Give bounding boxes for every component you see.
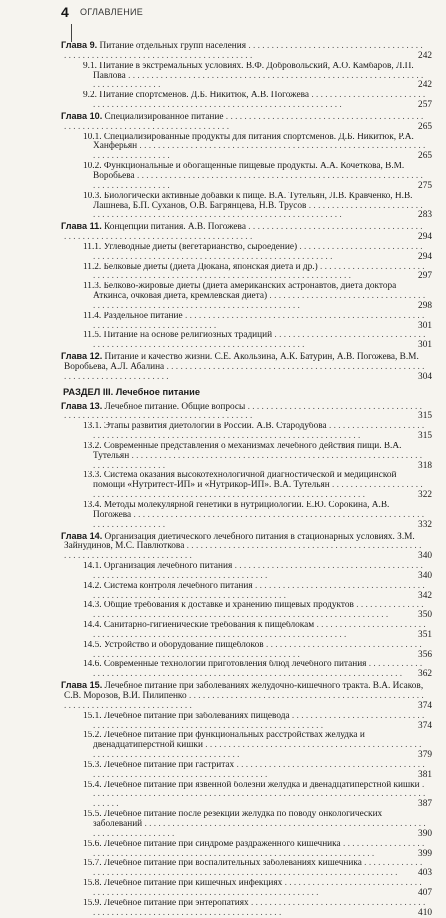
toc-entry-title: 14.2. Система контроля лечебного питания . . . [83,582,425,601]
toc-page-number: 322 [418,490,432,501]
toc-page-number: 294 [418,232,432,243]
toc-entry-title: 9.1. Питание в экстремальных условиях. В.Ф. Добровольский, А.О. Камбаров, Л.П. Павлова . . . [83,62,423,91]
chapter-label: Глава 15. [61,681,103,691]
toc-page-number: 379 [418,750,432,761]
toc-entry-title: 15.1. Лечебное питание при заболеваниях пищевода . . . [83,712,424,731]
toc-subsection [0,442,446,472]
toc-subsection [0,712,446,732]
toc-subsection [0,810,446,840]
toc-page-number: 257 [418,100,432,111]
toc-page-number: 410 [418,907,432,918]
toc-chapter [0,402,446,423]
toc-entry-title: 13.2. Современные представления о механизмах лечебного действия пищи. В.А. Тутельян . . . [83,442,422,471]
chapter-title: Питание и качество жизни. С.Е. Акользина, А.К. Батурин, А.В. Погожева, В.М. Воробьева, А.Л. Абалина [64,352,419,372]
toc-subsection [0,243,446,263]
chapter-label: Глава 10. [61,111,103,121]
toc-subsection [0,501,446,531]
toc-subsection [0,621,446,641]
chapter-title: Лечебное питание при заболеваниях желудочно-кишечного тракта. В.А. Исаков, С.В. Морозов, В.И. Пилипенко [64,681,424,701]
chapter-title: Питание отдельных групп населения [97,41,247,51]
toc-entry-title [61,222,423,242]
toc-page-number: 356 [418,649,432,660]
toc-entry-title: 15.3. Лечебное питание при гастритах . . . [83,761,425,780]
toc-entry-title: 15.8. Лечебное питание при кишечных инфекциях . . . [83,879,422,898]
toc-page-number: 318 [418,460,432,471]
toc-page-number: 374 [418,700,432,711]
toc-chapter [0,222,446,243]
toc-subsection [0,660,446,680]
chapter-title: Концепции питания. А.В. Погожева [101,222,246,233]
toc-entry-title: 13.1. Этапы развития диетологии в России. А.В. Стародубова . . . [83,422,424,441]
toc-subsection [0,761,446,781]
toc-chapter [0,112,446,133]
toc-subsection [0,859,446,879]
table-of-contents [0,40,446,918]
toc-page-number: 403 [418,868,432,879]
toc-subsection [0,582,446,602]
toc-subsection [0,133,446,163]
toc-subsection [0,641,446,661]
toc-subsection [0,282,446,312]
toc-subsection [0,731,446,761]
toc-subsection [0,601,446,621]
toc-page-number: 315 [418,431,432,442]
toc-entry-title: 15.6. Лечебное питание при синдроме раздраженного кишечника . . . [83,840,424,859]
toc-entry-title: 14.5. Устройство и оборудование пищеблоков . . . [83,641,422,660]
toc-page-number: 362 [418,669,432,680]
chapter-title: Организация диетического лечебного питания в стационарных условиях. З.М. Зайнудинов, М.С. Павлюткова [64,531,415,552]
toc-page-number: 407 [418,887,432,898]
toc-chapter [0,532,446,563]
toc-entry-title: 13.4. Методы молекулярной генетики в нутрициологии. Е.Ю. Сорокина, А.В. Погожева . . . [83,501,424,530]
chapter-label: Глава 12. [61,352,103,362]
toc-subsection [0,331,446,351]
toc-entry-title: 13.3. Система оказания высокотехнологичной диагностической и медицинской помощи «Нутритест-ИП» и «Нутрикор-ИП». В.А. Тутельян . . . [83,471,423,500]
toc-page-number: 340 [418,551,432,562]
toc-subsection [0,162,446,192]
toc-page-number: 242 [418,80,432,91]
running-header [0,0,446,40]
chapter-label: Глава 11. [61,222,102,232]
toc-entry-title [61,402,422,422]
toc-page-number: 390 [418,828,432,839]
toc-page-number: 332 [418,519,432,530]
toc-entry-title: 9.2. Питание спортсменов. Д.Б. Никитюк, А.В. Погожева . . . [83,91,425,110]
toc-entry-title: 10.2. Функциональные и обогащенные пищевые продукты. А.А. Кочеткова, В.М. Воробьева . . . [83,162,423,191]
toc-entry-title: 10.1. Специализированные продукты для питания спортсменов. Д.Б. Никитюк, Р.А. Ханферьян . . . [83,133,425,162]
toc-subsection [0,62,446,92]
toc-entry-title [61,532,421,562]
toc-entry-title: 15.7. Лечебное питание при воспалительных заболеваниях кишечника . . . [83,859,422,878]
toc-page-number: 351 [418,629,432,640]
toc-subsection [0,192,446,222]
toc-page-number: 387 [418,799,432,810]
toc-chapter [0,352,446,383]
toc-section [0,388,446,399]
toc-page-number: 275 [418,180,432,191]
toc-page-number: 381 [418,769,432,780]
toc-page-number: 301 [418,320,432,331]
toc-page-number: 304 [418,371,432,382]
toc-subsection [0,781,446,811]
toc-page-number: 283 [418,210,432,221]
chapter-title: Специализированное питание [102,111,224,122]
toc-subsection [0,840,446,860]
toc-entry-title: 14.1. Организация лечебного питания . . . [83,562,423,581]
toc-entry-title: 11.1. Углеводные диеты (вегетарианство, сыроедение) . . . [83,243,423,262]
toc-entry-title: 11.3. Белково-жировые диеты (диета американских астронавтов, диета доктора Аткинса, очковая диета, кремлевская диета) . . . [83,282,425,311]
toc-entry-title: 14.4. Санитарно-гигиенические требования к пищеблокам . . . [83,621,426,640]
chapter-label: Глава 9. [61,41,98,50]
toc-page-number: 342 [418,590,432,601]
toc-subsection [0,312,446,332]
toc-page-number: 297 [418,271,432,282]
toc-entry-title: 15.5. Лечебное питание после резекции желудка по поводу онкологических заболеваний . . . [83,810,426,839]
toc-chapter [0,41,446,62]
toc-page-number: 399 [418,848,432,859]
toc-entry-title: 11.2. Белковые диеты (диета Дюкана, японская диета и др.) . . . [83,263,425,282]
toc-subsection [0,879,446,899]
toc-entry-title [61,681,424,711]
toc-subsection [0,91,446,111]
toc-entry-title: РАЗДЕЛ III. Лечебное питание [63,386,201,397]
toc-entry-title: 14.3. Общие требования к доставке и хранению пищевых продуктов . . . [83,601,424,620]
toc-entry-title: 11.4. Раздельное питание . . . [83,312,424,331]
toc-page-number: 301 [418,340,432,351]
toc-entry-title: 15.4. Лечебное питание при язвенной болезни желудка и двенадцатиперстной кишки . . . [83,781,425,810]
chapter-label: Глава 14. [61,531,103,541]
toc-page-number: 298 [418,300,432,311]
toc-subsection [0,562,446,582]
toc-entry-title: 15.9. Лечебное питание при энтеропатиях . . . [83,899,425,918]
toc-page-number: 374 [418,720,432,731]
toc-page-number: 265 [418,121,432,132]
toc-chapter [0,681,446,712]
toc-entry-title: 14.6. Современные технологии приготовления блюд лечебного питания . . . [83,660,422,679]
toc-entry-title [61,41,423,61]
toc-page-number: 350 [418,610,432,621]
toc-page-number: 340 [418,570,432,581]
chapter-label: Глава 13. [61,401,103,411]
toc-page-number: 294 [418,251,432,262]
toc-subsection [0,422,446,442]
toc-entry-title: 11.5. Питание на основе религиозных традиций . . . [83,331,426,350]
page-number: 4 [61,4,69,20]
toc-subsection [0,899,446,918]
toc-page-number: 242 [418,50,432,61]
toc-entry-title: 10.3. Биологически активные добавки к пище. В.А. Тутельян, Л.В. Кравченко, Н.В. Лашнева, Б.П. Суханов, О.В. Багрянцева, Н.В. Трусов . . . [83,192,423,221]
toc-entry-title [61,352,425,382]
toc-subsection [0,471,446,501]
toc-entry-title: 15.2. Лечебное питание при функциональных расстройствах желудка и двенадцатиперстной кишки . . . [83,731,421,760]
running-title: ОГЛАВЛЕНИЕ [80,7,144,17]
toc-entry-title [61,112,423,132]
toc-page-number: 315 [418,411,432,422]
toc-page-number: 265 [418,151,432,162]
chapter-title: Лечебное питание. Общие вопросы [102,401,246,412]
toc-subsection [0,263,446,283]
